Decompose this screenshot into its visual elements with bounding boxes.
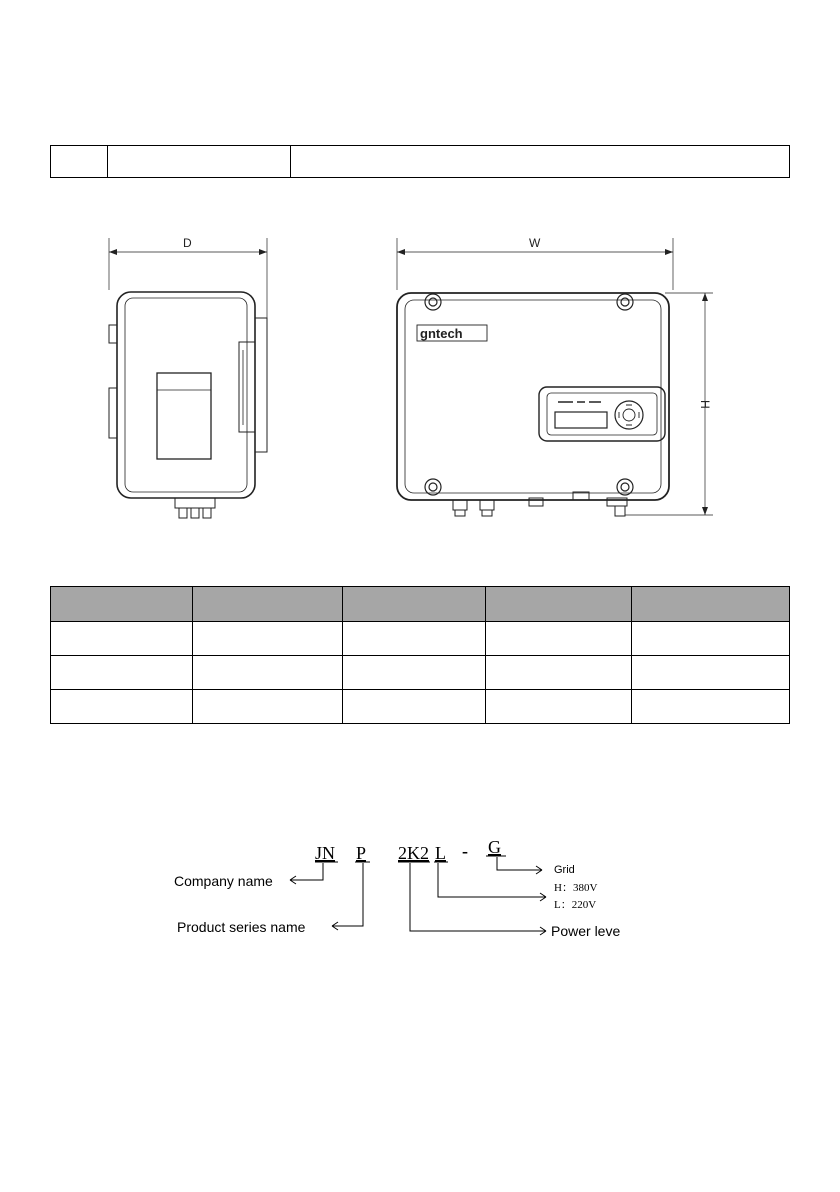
table-cell [51,622,193,656]
label-grid: Grid [554,864,575,876]
code-grid: G [488,837,501,857]
side-dimension-label: D [183,236,192,250]
table-cell [193,622,343,656]
table-cell [632,656,790,690]
table-cell [193,690,343,724]
code-company: JN [315,843,336,863]
table-cell [343,622,486,656]
table-cell [343,690,486,724]
code-dash: - [462,841,468,861]
table-cell [486,690,632,724]
table-cell [51,656,193,690]
column-header [632,587,790,622]
dimension-table [50,586,790,724]
header-cell [51,146,108,177]
brand-logo: gntech [420,326,463,341]
code-voltage: L [435,843,446,863]
header-cell [291,146,789,177]
inverter-dimension-drawing [95,230,720,525]
label-company: Company name [174,873,273,889]
front-view [397,236,713,516]
front-width-label: W [529,236,541,250]
code-series: P [356,843,367,863]
table-row [51,656,790,690]
column-header [51,587,193,622]
label-voltage-low: L：220V [554,899,597,911]
table-cell [486,622,632,656]
header-cell [108,146,291,177]
label-series: Product series name [177,919,306,935]
table-cell [51,690,193,724]
column-header [486,587,632,622]
table-row [51,690,790,724]
table-cell [632,622,790,656]
code-power: 2K2 [398,843,429,863]
table-cell [632,690,790,724]
table-cell [193,656,343,690]
label-power: Power leve [551,923,621,939]
column-header [343,587,486,622]
table-cell [343,656,486,690]
model-code-diagram [160,835,650,945]
column-header [193,587,343,622]
table-header-row [51,587,790,622]
table-row [51,622,790,656]
label-voltage-high: H：380V [554,882,598,894]
header-table [50,145,790,178]
side-view [109,236,267,518]
front-height-label: H [698,400,712,409]
table-cell [486,656,632,690]
